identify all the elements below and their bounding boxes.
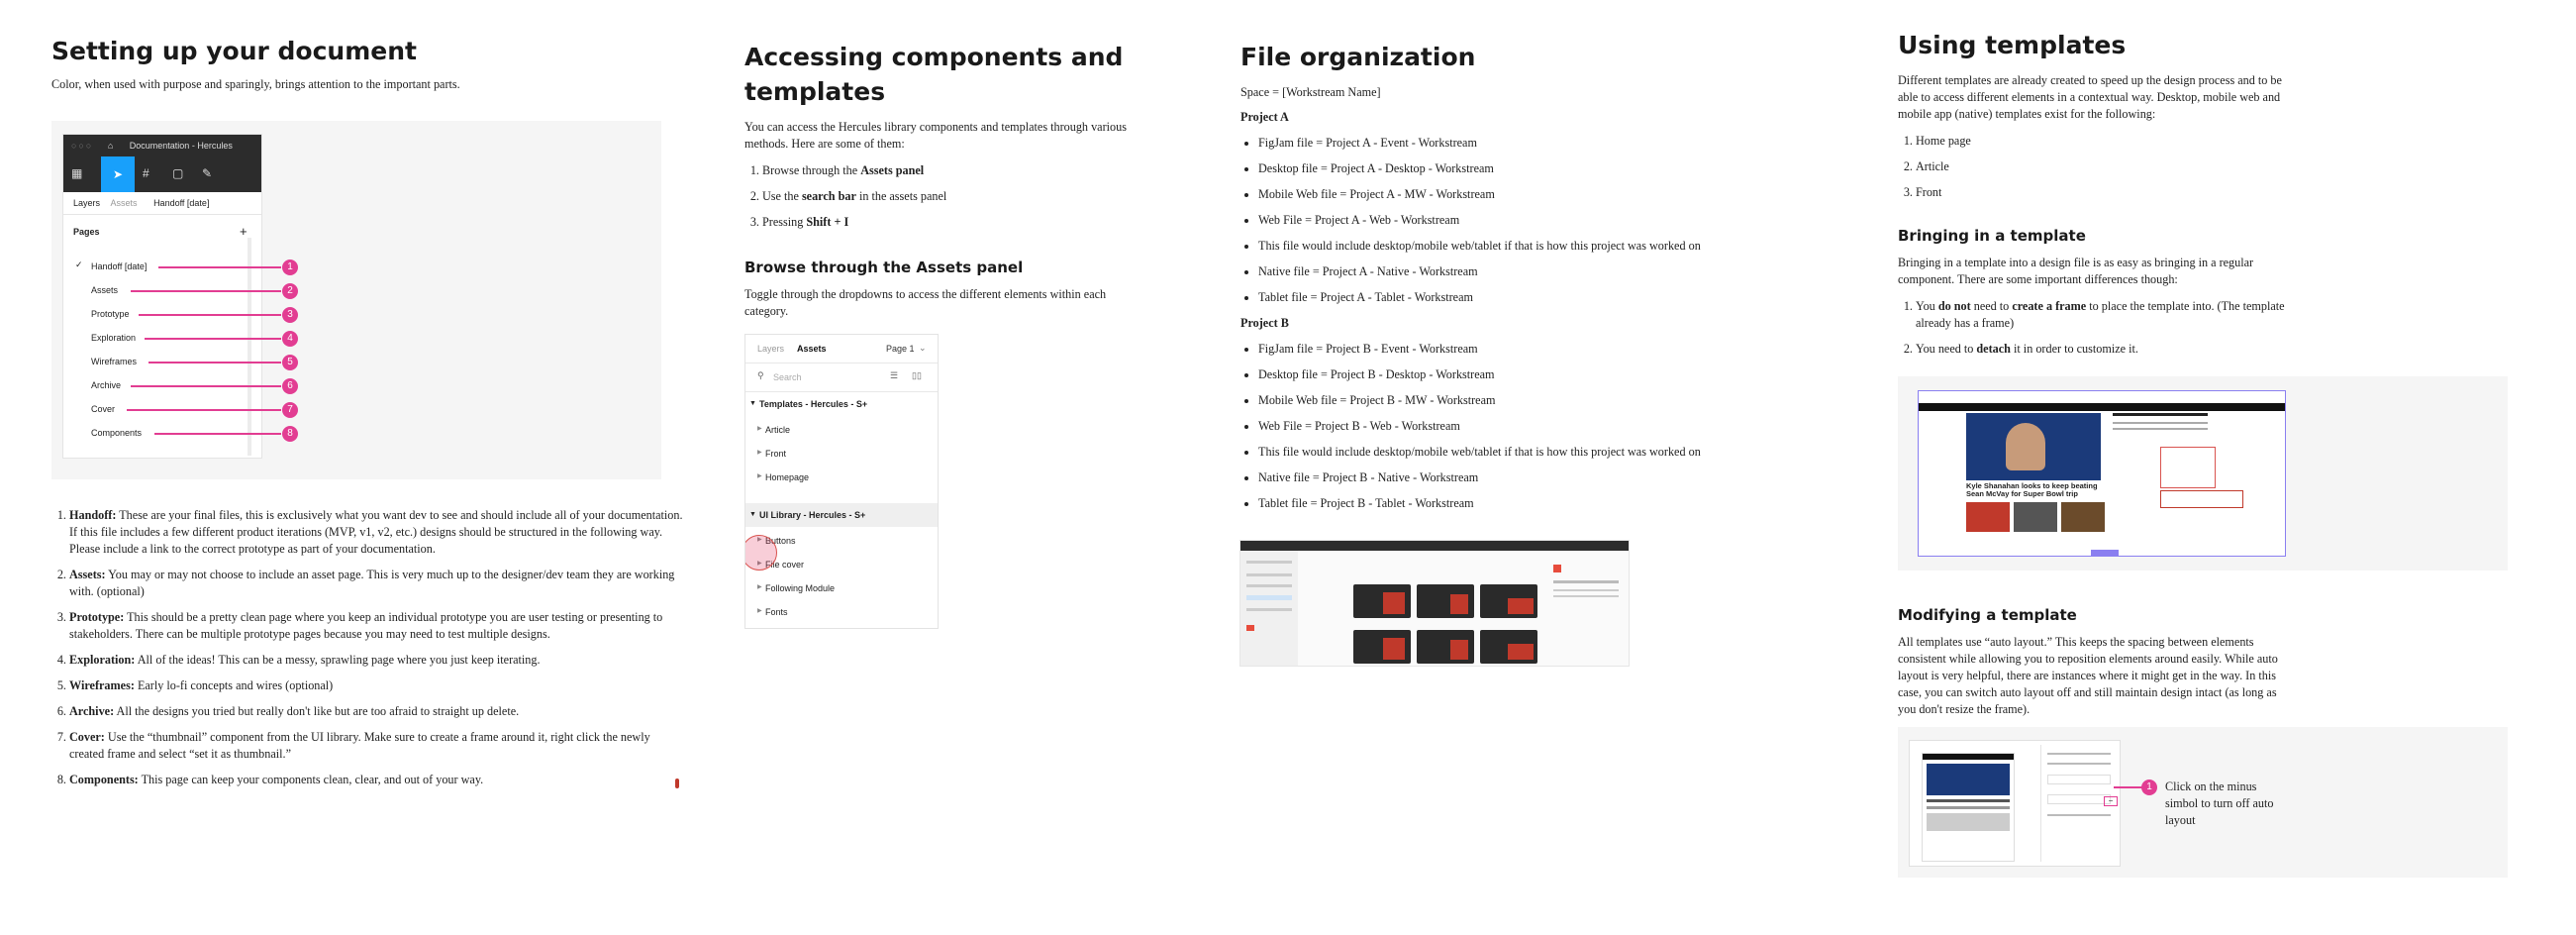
page-item[interactable]: Wireframes [91, 357, 138, 366]
headline: Kyle Shanahan looks to keep beating Sean McVay for Super Bowl trip [1966, 481, 2098, 498]
sidebar-line [2113, 428, 2208, 430]
page-descriptions-list [51, 507, 683, 797]
list-view-icon[interactable]: ☰ [890, 370, 899, 380]
list-item: 2. You need to detach it in order to customize it. [1916, 341, 2292, 358]
main-menu-icon[interactable]: ▦ [71, 166, 83, 180]
assets-search-row [745, 364, 938, 392]
figma-files-sidebar [1240, 551, 1298, 666]
callout-number: 3 [282, 307, 298, 323]
list-item: 1. You do not need to create a frame to place the template into. (The template already has a frame) [1916, 298, 2292, 332]
caret-down-icon: ▼ [749, 400, 756, 407]
title-setting-up: Setting up your document [51, 37, 417, 65]
caret-right-icon: ▶ [757, 450, 762, 456]
template-frame [1918, 390, 2286, 557]
modifying-template-text: All templates use “auto layout.” This keeps the spacing between elements consistent while allowing you to reposition elements around easily. While auto layout is very helpful, there are instances where it might get in the way. In this case, you can switch auto layout off and still maintain design intact (as long as you don't resize the frame). [1898, 635, 2278, 716]
sidebar-line [2113, 413, 2208, 416]
callout-line [149, 362, 281, 364]
tab-handoff[interactable]: Handoff [date] [153, 198, 210, 208]
list-item: 3. Pressing Shift + I [762, 214, 1131, 231]
callout-line [154, 433, 281, 435]
group-templates[interactable]: ▼ Templates - Hercules - S+ [749, 399, 868, 409]
site-nav-bar [1919, 405, 2285, 411]
callout-number: 7 [282, 402, 298, 418]
library-icon[interactable]: ▯▯ [912, 370, 922, 380]
window-controls-icon[interactable]: ○○○ [71, 141, 94, 151]
mock-header [1923, 754, 2014, 760]
frame-tool-icon[interactable]: # [143, 166, 149, 180]
list-item: • Mobile Web file = Project B - MW - Workstream [1258, 392, 1755, 409]
page-item[interactable]: Exploration [91, 333, 137, 343]
project-b-list [1240, 341, 1755, 512]
mock-line [1927, 799, 2010, 802]
auto-layout-remove-icon[interactable]: − [2104, 796, 2118, 806]
list-item: • This file would include desktop/mobile web/tablet if that is how this project was worked on [1258, 444, 1755, 461]
list-item: 2. Article [1916, 158, 2512, 175]
browse-assets-text: Toggle through the dropdowns to access the different elements within each category. [744, 287, 1107, 318]
list-item: • This file would include desktop/mobile web/tablet if that is how this project was worked on [1258, 238, 1755, 255]
callout-number: 2 [282, 283, 298, 299]
list-item: 1. Handoff: These are your final files, this is exclusively what you want dev to see and should include all of your documentation. If this file includes a few different product iterations (MVP, v1, v2, etc.) designs should be structured in the following way. Please include a link to the correct prototype as part of your documentation. [69, 507, 683, 558]
callout-number: 8 [282, 426, 298, 442]
sidebar-line [1246, 584, 1292, 587]
list-item: 1. Home page [1916, 133, 2512, 150]
page-item[interactable]: Components [91, 428, 143, 438]
callout-line [2114, 786, 2143, 788]
hero-image [1966, 413, 2101, 480]
callout-number: 5 [282, 355, 298, 370]
group-ui-library[interactable]: ▼ UI Library - Hercules - S+ [745, 503, 938, 527]
intro-accessing: You can access the Hercules library components and templates through various methods. Here are some of them: [744, 120, 1127, 151]
list-item: 6. Archive: All the designs you tried but really don't like but are too afraid to straight up delete. [69, 703, 683, 720]
pen-tool-icon[interactable]: ✎ [202, 166, 213, 180]
file-thumbnail[interactable] [1480, 584, 1537, 618]
bringing-template-list [1898, 298, 2292, 358]
list-item: 8. Components: This page can keep your components clean, clear, and out of your way. [69, 772, 683, 788]
layout-badge [2091, 550, 2119, 556]
list-item: • Tablet file = Project B - Tablet - Workstream [1258, 495, 1755, 512]
callout-number: 1 [282, 260, 298, 275]
figma-files-topbar [1240, 541, 1629, 551]
list-item: 3. Prototype: This should be a pretty clean page where you keep an individual prototype you are user testing or presenting to stakeholders. There can be multiple prototype pages because you may need to test multiple designs. [69, 609, 683, 643]
asset-item[interactable]: ▶ Following Module [757, 583, 836, 593]
chevron-down-icon[interactable]: ⌄ [919, 343, 927, 353]
caret-right-icon: ▶ [757, 608, 762, 614]
column-accessing [744, 0, 1131, 617]
bringing-template-text: Bringing in a template into a design file is as easy as bringing in a regular component. There are some important differences though: [1898, 256, 2254, 286]
column-file-organization [1240, 0, 1755, 521]
asset-item[interactable]: ▶ Homepage [757, 472, 810, 482]
callout-line [139, 314, 281, 316]
file-thumbnail[interactable] [1480, 630, 1537, 664]
sidebar-line [2113, 422, 2208, 424]
callout-number: 6 [282, 378, 298, 394]
detail-line [1553, 589, 1619, 591]
template-preview-figure [1898, 376, 2508, 571]
asset-item[interactable]: ▶ Front [757, 449, 787, 459]
page-item[interactable]: Cover [91, 404, 116, 414]
move-tool-icon[interactable]: ➤ [101, 156, 135, 192]
figma-design-mock [1910, 741, 2120, 866]
cursor-mark-icon [675, 779, 679, 788]
subtitle-setting-up: Color, when used with purpose and sparingly, brings attention to the important parts. [51, 77, 460, 91]
callout-line [127, 409, 281, 411]
file-thumbnail[interactable] [1353, 630, 1411, 664]
callout-number: 4 [282, 331, 298, 347]
caret-right-icon: ▶ [757, 426, 762, 432]
highlight-box [2160, 447, 2216, 488]
figma-titlebar [63, 135, 261, 156]
prop-line [2047, 753, 2111, 755]
detail-line [1553, 580, 1619, 583]
panel-scrollbar[interactable] [248, 238, 251, 456]
list-item: • Mobile Web file = Project A - MW - Workstream [1258, 186, 1755, 203]
tab-assets[interactable]: Assets [110, 198, 138, 208]
file-thumbnail[interactable] [1353, 584, 1411, 618]
callout-line [131, 290, 281, 292]
figma-pages-figure [51, 121, 661, 479]
auto-layout-callout: Click on the minus simbol to turn off auto layout [2165, 779, 2274, 827]
mock-hero [1927, 764, 2010, 795]
prop-field[interactable] [2047, 775, 2111, 784]
caret-right-icon: ▶ [757, 473, 762, 479]
sidebar-selected [1246, 595, 1292, 600]
pages-label: Pages [73, 227, 100, 237]
figma-panel-tabs [63, 192, 261, 215]
space-rule: Space = [Workstream Name] [1240, 85, 1381, 99]
heading-modifying-template: Modifying a template [1898, 606, 2077, 624]
page-selector[interactable]: Page 1 [886, 344, 915, 354]
sidebar-line [1246, 573, 1292, 576]
sidebar-line [1246, 561, 1292, 564]
asset-item[interactable]: ▶ Article [757, 425, 791, 435]
list-item: 2. Use the search bar in the assets panel [762, 188, 1131, 205]
project-b-heading: Project B [1240, 316, 1289, 330]
list-item: 7. Cover: Use the “thumbnail” component from the UI library. Make sure to create a frame around it, right click the newly created frame and select “set it as thumbnail.” [69, 729, 683, 763]
page-item[interactable]: Handoff [date] [91, 261, 148, 271]
heading-browse-assets: Browse through the Assets panel [744, 259, 1024, 276]
callout-line [145, 338, 281, 340]
list-item: • Native file = Project A - Native - Workstream [1258, 263, 1755, 280]
story-thumb [2014, 502, 2057, 532]
title-accessing: Accessing components and templates [744, 43, 1124, 106]
check-icon: ✓ [75, 260, 83, 270]
shape-tool-icon[interactable]: ▢ [172, 166, 184, 180]
assets-panel [744, 334, 939, 629]
tab-layers[interactable]: Layers [757, 344, 785, 354]
figma-files-detail [1553, 565, 1619, 634]
highlight-box [2160, 490, 2243, 508]
search-input[interactable]: Search [773, 372, 802, 382]
list-item: • Desktop file = Project A - Desktop - Workstream [1258, 160, 1755, 177]
add-page-icon[interactable]: + [240, 224, 248, 239]
list-item: 1. Browse through the Assets panel [762, 162, 1131, 179]
page-item[interactable]: Assets [91, 285, 119, 295]
list-item: • Tablet file = Project A - Tablet - Workstream [1258, 289, 1755, 306]
list-item: • FigJam file = Project A - Event - Workstream [1258, 135, 1755, 152]
file-thumbnail[interactable] [1417, 584, 1474, 618]
title-file-organization: File organization [1240, 43, 1476, 71]
list-item: 3. Front [1916, 184, 2512, 201]
list-item: • FigJam file = Project B - Event - Workstream [1258, 341, 1755, 358]
tab-assets[interactable]: Assets [797, 344, 827, 354]
caret-right-icon: ▶ [757, 584, 762, 590]
sidebar-badge [1246, 625, 1254, 631]
project-a-list [1240, 135, 1755, 306]
page-item[interactable]: Prototype [91, 309, 130, 319]
tab-layers[interactable]: Layers [73, 198, 101, 208]
story-thumb [1966, 502, 2010, 532]
sidebar-line [1246, 608, 1292, 611]
prop-field[interactable] [2047, 794, 2111, 804]
asset-item[interactable]: ▶ Buttons [757, 536, 796, 546]
heading-bringing-template: Bringing in a template [1898, 227, 2086, 245]
column-setting-up [51, 0, 685, 786]
caret-right-icon: ▶ [757, 561, 762, 567]
list-item: 4. Exploration: All of the ideas! This can be a messy, sprawling page where you just keep iterating. [69, 652, 683, 669]
callout-line [158, 266, 281, 268]
list-item: 2. Assets: You may or may not choose to include an asset page. This is very much up to the designer/dev team they are working with. (optional) [69, 567, 683, 600]
auto-layout-figure [1898, 727, 2508, 878]
intro-templates: Different templates are already created to speed up the design process and to be able to access different elements in a contextual way. Desktop, mobile web and mobile app (native) templates exist for the following: [1898, 73, 2282, 121]
page-item[interactable]: Archive [91, 380, 122, 390]
mock-block [1927, 813, 2010, 831]
title-using-templates: Using templates [1898, 31, 2127, 59]
list-item: • Web File = Project B - Web - Workstream [1258, 418, 1755, 435]
home-icon[interactable]: ⌂ [107, 141, 114, 151]
site-logo-bar [1919, 391, 2285, 405]
file-thumbnail[interactable] [1417, 630, 1474, 664]
list-item: • Desktop file = Project B - Desktop - Workstream [1258, 366, 1755, 383]
caret-right-icon: ▶ [757, 537, 762, 543]
list-item: • Web File = Project A - Web - Workstream [1258, 212, 1755, 229]
detail-line [1553, 595, 1619, 597]
mock-line [1927, 806, 2010, 809]
assets-panel-tabs [745, 335, 938, 364]
prop-line [2047, 763, 2111, 765]
figma-files-screenshot [1240, 541, 1629, 666]
detail-badge [1553, 565, 1561, 572]
asset-item[interactable]: ▶ Fonts [757, 607, 788, 617]
mock-page [1922, 753, 2015, 862]
hero-figure [2006, 423, 2045, 470]
prop-line [2047, 814, 2111, 816]
caret-down-icon: ▼ [749, 511, 756, 518]
story-thumb [2061, 502, 2105, 532]
list-item: 5. Wireframes: Early lo-fi concepts and wires (optional) [69, 677, 683, 694]
callout-line [131, 385, 281, 387]
asset-item[interactable]: ▶ File cover [757, 560, 805, 570]
list-item: • Native file = Project B - Native - Workstream [1258, 469, 1755, 486]
pages-header [63, 215, 261, 245]
templates-list [1898, 133, 2512, 201]
project-a-heading: Project A [1240, 110, 1289, 124]
column-templates [1898, 0, 2512, 827]
search-icon: ⚲ [757, 370, 764, 380]
figma-toolbar [63, 156, 261, 192]
window-title: Documentation - Hercules [129, 141, 233, 151]
methods-list [744, 162, 1131, 231]
callout-number: 1 [2141, 779, 2157, 795]
